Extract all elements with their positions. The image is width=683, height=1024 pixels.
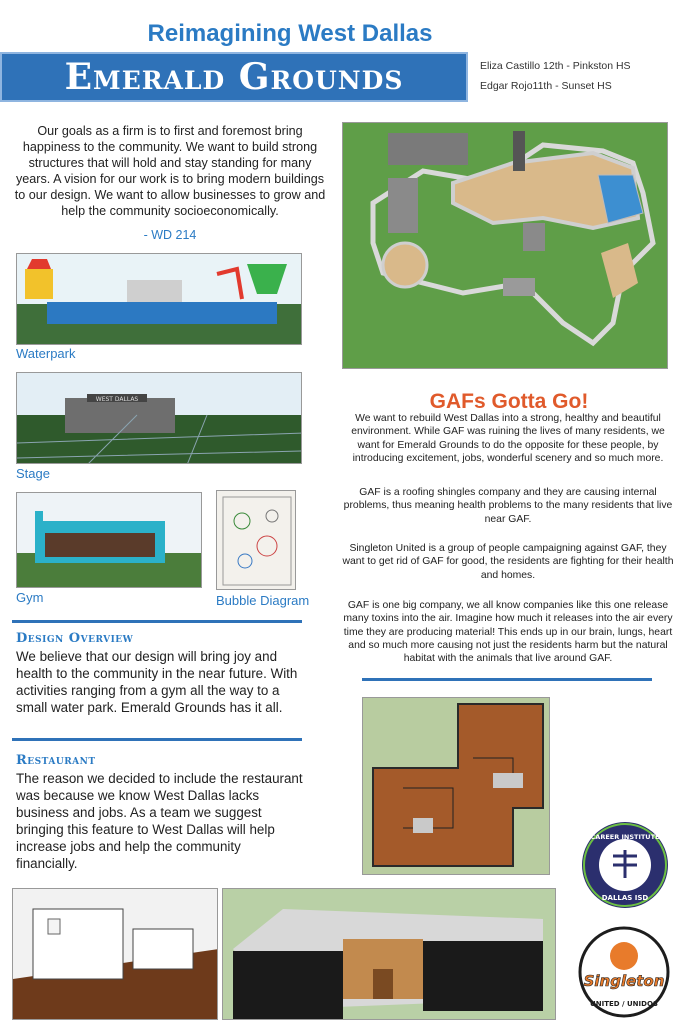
waterpark-image [16,253,302,345]
restaurant-floor-plan-image [362,697,550,875]
gym-image [16,492,202,588]
design-overview-text: We believe that our design will bring joy and health to the community in the near future. With activities ranging from a gym all the way to a small water park. Emerald Grounds has it all. [16,649,298,715]
united-logo-text: UNITED / UNIDOS [590,1000,658,1008]
gaf-paragraph: Singleton United is a group of people campaigning against GAF, they want to get rid of GAF for good, the residents are fighting for their health and homes. [342,543,674,581]
waterpark-caption: Waterpark [16,346,76,361]
restaurant-interior-image [12,888,218,1020]
design-overview-heading: Design Overview [16,631,134,646]
career-logo-text-bottom: DALLAS ISD [601,894,649,902]
gaf-paragraph: GAF is one big company, we all know companies like this one release many toxins into the air. Imagine how much it releases into the air every time they are producing material! This ends up in our brain, lungs, heart and so much more causing not just the residents harm but the natural habitat with the animals that live around GAF. [343,600,673,665]
intro-text: Our goals as a firm is to first and foremost bring happiness to the community. We want to build strong structures that will hold and stay standing for many years. A vision for our work is to bring modern buildings to our design. We want to allow businesses to grow and help the community socioeconomically. [14,124,326,218]
singleton-united-logo [578,922,670,1020]
divider [362,678,652,681]
bubble-caption: Bubble Diagram [216,593,310,608]
intro-signature: - WD 214 [143,228,197,242]
divider [12,738,302,741]
gaf-paragraph: GAF is a roofing shingles company and they are causing internal problems, thus meaning health problems to the many residents that live near GAF. [343,487,673,525]
career-logo-text-top: CAREER INSTITUTE [590,833,660,841]
subtitle: Reimagining West Dallas [147,20,433,47]
site-plan-image [342,122,668,369]
page-title: Emerald Grounds [64,56,404,98]
bubble-diagram-image [216,490,296,590]
author-2: Edgar Rojo11th - Sunset HS [480,80,612,92]
stage-image [16,372,302,464]
gaf-title: GAFs Gotta Go! [429,390,589,413]
career-institute-logo [580,820,670,910]
restaurant-exterior-image [222,888,556,1020]
restaurant-text: The reason we decided to include the restaurant was because we know West Dallas lacks business and jobs. As a team we suggest bringing this feature to West Dallas will help increase jobs and help the community financially. [16,771,303,871]
divider [12,620,302,623]
stage-caption: Stage [16,466,50,481]
gym-caption: Gym [16,590,44,605]
restaurant-heading: Restaurant [16,753,96,768]
gaf-paragraph: We want to rebuild West Dallas into a strong, healthy and beautiful environment. While GAF was ruining the lives of many residents, we want for Emerald Grounds to do the opposite for these people, by introducing excitement, jobs, wonderful scenery and so much more. [351,413,665,464]
author-1: Eliza Castillo 12th - Pinkston HS [480,60,631,72]
singleton-logo-text: Singleton [583,972,665,990]
stage-sign: WEST DALLAS [95,396,139,403]
